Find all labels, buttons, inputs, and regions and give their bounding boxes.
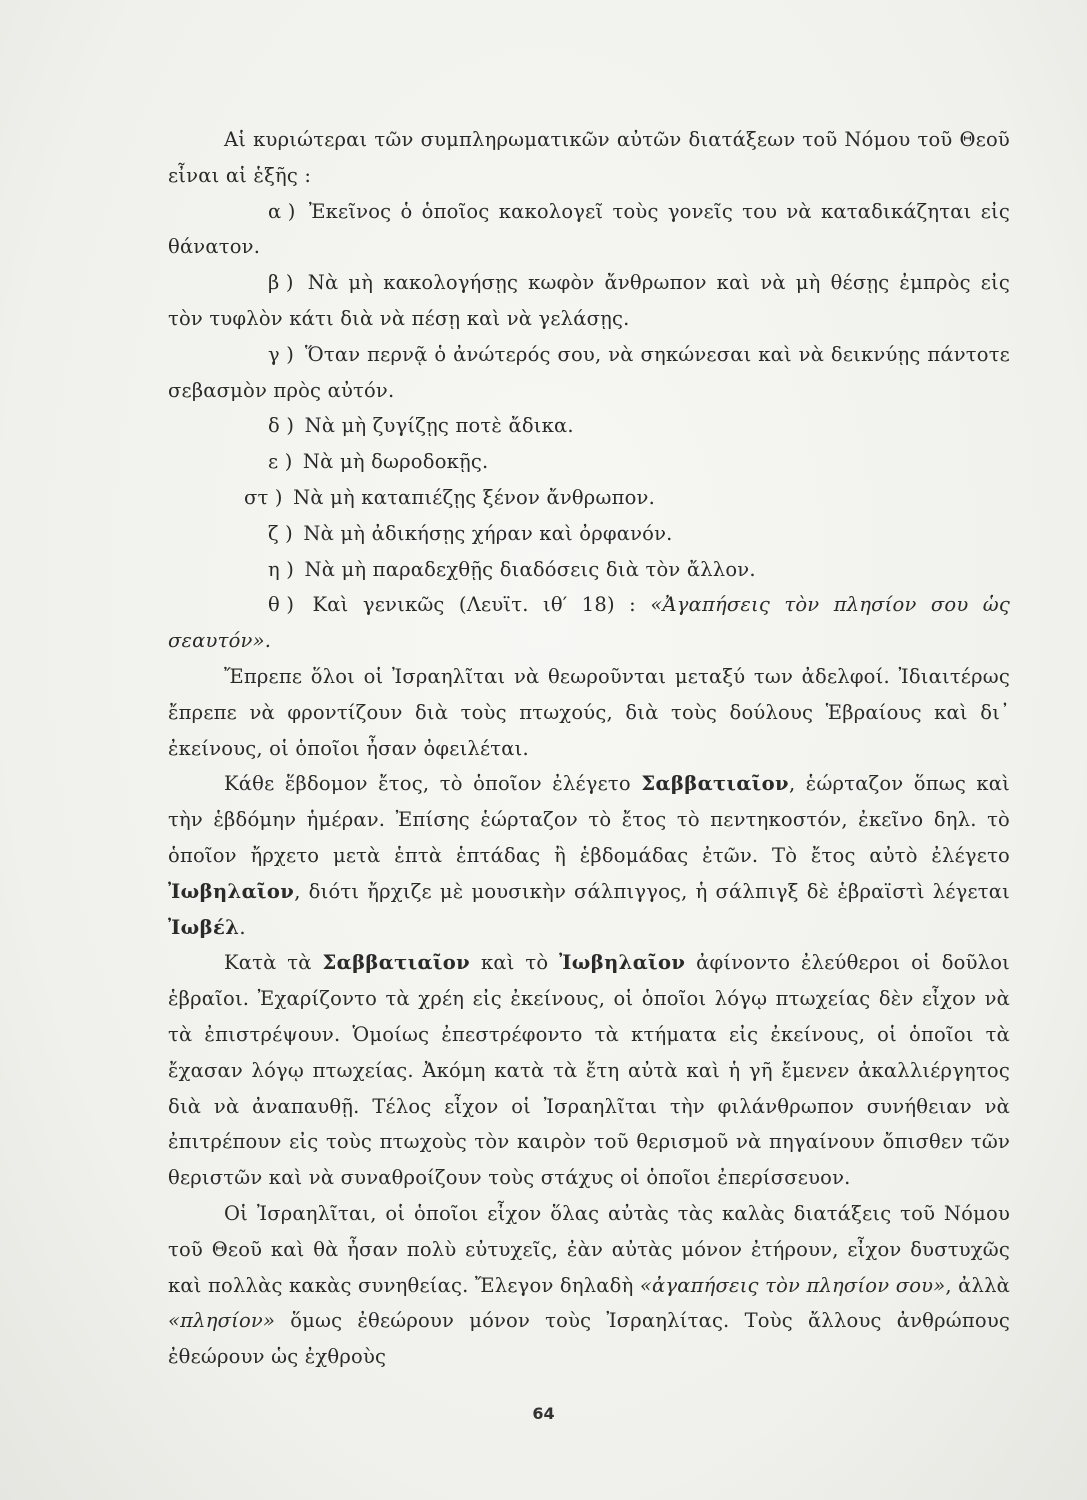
list-item-text: Ὅταν περνᾷ ὁ ἀνώτερός σου, νὰ σηκώνεσαι καὶ νὰ δεικνύῃς πάντοτε σεβασμὸν πρὸς αὐτόν. <box>168 342 1010 402</box>
paragraph-brotherhood: Ἔπρεπε ὅλοι οἱ Ἰσραηλῖται νὰ θεωροῦνται μεταξύ των ἀδελφοί. Ἰδιαιτέρως ἔπρεπε νὰ φροντίζουν διὰ τοὺς πτωχούς, διὰ τοὺς δούλους Ἑβραίους καὶ δι᾿ ἐκείνους, οἱ ὁποῖοι ἦσαν ὀφειλέται. <box>168 664 1010 760</box>
term-iovilaion: Ἰωβηλαῖον <box>559 951 686 975</box>
term-sabbatiaion: Σαββατιαῖον <box>322 951 471 975</box>
list-item-beta <box>168 265 1010 337</box>
list-item-epsilon <box>168 444 1010 480</box>
list-item-text: Νὰ μὴ ἀδικήσῃς χήραν καὶ ὀρφανόν. <box>303 521 673 545</box>
list-item-label: γ ) <box>268 342 295 366</box>
text-run: ἀφίνοντο ἐλεύθεροι οἱ δοῦλοι ἑβραῖοι. Ἐχαρίζοντο τὰ χρέη εἰς ἐκείνους, οἱ ὁποῖοι λόγῳ πτωχείας δὲν εἶχον νὰ τὰ ἐπιστρέψουν. Ὁμοίως ἐπεστρέφοντο τὰ κτήματα εἰς ἐκείνους, οἱ ὁποῖοι τὰ ἔχασαν λόγῳ πτωχείας. Ἀκόμη κατὰ τὰ ἔτη αὐτὰ καὶ ἡ γῆ ἔμενεν ἀκαλλιέργητος διὰ νὰ ἀναπαυθῇ. Τέλος εἶχον οἱ Ἰσραηλῖται τὴν φιλάνθρωπον συνήθειαν νὰ ἐπιτρέπουν εἰς τοὺς πτωχοὺς τὸν καιρὸν τοῦ θερισμοῦ νὰ πηγαίνουν ὄπισθεν τῶν θεριστῶν καὶ νὰ συναθροίζουν τοὺς στάχυς οἱ ὁποῖοι ἐπερίσσευον. <box>168 951 1010 1190</box>
leviticus-quote: «Ἀγαπήσεις τὸν πλησίον σου ὡς σεαυτόν». <box>168 593 1010 653</box>
list-item-theta <box>168 587 1010 659</box>
text-run: , ἀλλὰ <box>945 1273 1011 1297</box>
body-text <box>168 122 1010 1375</box>
list-item-zeta <box>168 516 1010 552</box>
list-item-label: η ) <box>268 557 295 581</box>
list-item-eta <box>168 552 1010 588</box>
list-item-label: β ) <box>268 271 294 295</box>
list-item-alpha <box>168 194 1010 266</box>
paragraph-release-of-slaves <box>168 945 1010 1196</box>
list-item-text: Νὰ μὴ δωροδοκῇς. <box>302 450 489 474</box>
quote-neighbor: «πλησίον» <box>168 1309 276 1333</box>
text-run: Κάθε ἕβδομον ἔτος, τὸ ὁποῖον ἐλέγετο <box>224 772 642 796</box>
list-item-label: ε ) <box>268 450 293 474</box>
list-item-stigma <box>168 480 1010 516</box>
list-item-gamma <box>168 337 1010 409</box>
term-iovilaion: Ἰωβηλαῖον <box>168 879 295 903</box>
intro-paragraph: Αἱ κυριώτεραι τῶν συμπληρωματικῶν αὐτῶν διατάξεων τοῦ Νόμου τοῦ Θεοῦ εἶναι αἱ ἑξῆς : <box>168 128 1010 187</box>
list-item-label: δ ) <box>268 414 295 438</box>
paragraph-bad-customs <box>168 1196 1010 1375</box>
text-run: ὅμως ἐθεώρουν μόνον τοὺς Ἰσραηλίτας. Τοὺς ἄλλους ἀνθρώπους ἐθεώρουν ὡς ἐχθροὺς <box>168 1309 1010 1369</box>
text-run: . <box>239 915 246 939</box>
list-item-label: στ ) <box>244 485 283 509</box>
text-run: Οἱ Ἰσραηλῖται, οἱ ὁποῖοι εἶχον ὅλας αὐτὰς τὰς καλὰς διατάξεις τοῦ Νόμου τοῦ Θεοῦ καὶ θὰ ἦσαν πολὺ εὐτυχεῖς, ἐὰν αὐτὰς μόνον ἐτήρουν, εἶχον δυστυχῶς καὶ πολλὰς κακὰς συνηθείας. Ἔλεγον δηλαδὴ <box>168 1201 1010 1297</box>
text-run: Κατὰ τὰ <box>224 951 323 975</box>
list-item-text: Νὰ μὴ ζυγίζῃς ποτὲ ἄδικα. <box>304 414 574 438</box>
list-item-text: Νὰ μὴ καταπιέζῃς ξένον ἄνθρωπον. <box>293 485 655 509</box>
list-item-text: Νὰ μὴ παραδεχθῇς διαδόσεις διὰ τὸν ἄλλον. <box>304 557 756 581</box>
quote-love-neighbor: «ἀγαπήσεις τὸν πλησίον σου» <box>639 1273 946 1297</box>
paragraph-sabbatical-year <box>168 766 1010 945</box>
text-run: , διότι ἤρχιζε μὲ μουσικὴν σάλπιγγος, ἡ σάλπιγξ δὲ ἑβραϊστὶ λέγεται <box>294 879 1010 903</box>
list-item-text: Νὰ μὴ κακολογήσῃς κωφὸν ἄνθρωπον καὶ νὰ μὴ θέσῃς ἐμπρὸς εἰς τὸν τυφλὸν κάτι διὰ νὰ πέσῃ καὶ νὰ γελάσῃς. <box>168 271 1011 330</box>
term-sabbatiaion: Σαββατιαῖον <box>641 772 789 796</box>
term-iovel: Ἰωβέλ <box>168 915 240 939</box>
text-run: καὶ τὸ <box>470 951 560 975</box>
list-item-label: α ) <box>268 199 296 223</box>
text-run: , ἑώρταζον ὅπως καὶ τὴν ἑβδόμην ἡμέραν. Ἐπίσης ἑώρταζον τὸ ἔτος τὸ πεντηκοστόν, ἐκεῖνο δηλ. τὸ ὁποῖον ἤρχετο μετὰ ἑπτὰ ἑπτάδας ἢ ἑβδομάδας ἐτῶν. Τὸ ἔτος αὐτὸ ἐλέγετο <box>168 772 1011 867</box>
list-item-text: Καὶ γενικῶς (Λευϊτ. ιθ′ 18) : <box>312 593 651 617</box>
list-item-label: ζ ) <box>268 521 293 545</box>
page-number: 64 <box>532 1404 555 1423</box>
list-item-text: Ἐκεῖνος ὁ ὁποῖος κακολογεῖ τοὺς γονεῖς του νὰ καταδικάζηται εἰς θάνατον. <box>168 199 1010 259</box>
list-item-label: θ ) <box>268 593 295 617</box>
list-item-delta <box>168 408 1010 444</box>
